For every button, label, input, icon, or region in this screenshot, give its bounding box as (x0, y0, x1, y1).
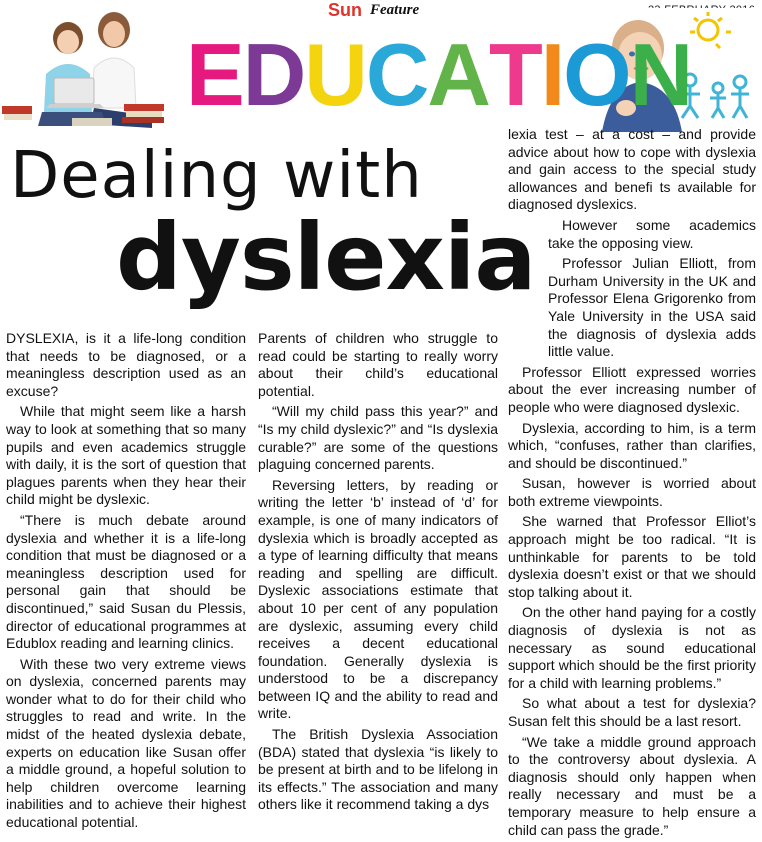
article-column-2 (258, 330, 498, 817)
title-letter: T (488, 25, 541, 124)
paragraph: However some academics take the opposing view. (548, 216, 756, 251)
paragraph: The British Dyslexia Association (BDA) stated that dyslexia “is likely to be present at birth and to be lifelong in its effects.” The association and many others like it recommend taking a dys (258, 726, 498, 813)
paragraph: On the other hand paying for a costly diagnosis of dyslexia is not as necessary as sound educational support which should be the first priority for a child with learning problems.” (508, 604, 756, 691)
students-photo (2, 8, 180, 132)
paragraph: Parents of children who struggle to read could be starting to really worry about their child’s educational potential. (258, 330, 498, 399)
paragraph: “There is much debate around dyslexia and whether it is a life-long condition that must be diagnosed or a meaningless description used for personal gain that should be discontinued,” said Susan du Plessis, director of educational programmes at Edublox reading and learning clinics. (6, 511, 246, 652)
title-letter: N (629, 25, 692, 124)
title-letter: I (540, 25, 564, 124)
title-letter: C (365, 25, 428, 124)
paragraph: lexia test – at a cost – and provide advice about how to cope with dyslexia and gain access to the special study allowances and benefi ts available for diagnosed dyslexics. (508, 126, 756, 213)
paragraph: So what about a test for dyslexia? Susan felt this should be a last resort. (508, 695, 756, 729)
paragraph: “We take a middle ground approach to the controversy about dyslexia. A diagnosis should only happen when really necessary and must be a temporary measure to help ensure a child can pass the grade.” (508, 733, 756, 838)
title-letter: O (563, 25, 630, 124)
headline-line-1: Dealing with (10, 139, 423, 213)
title-letter: D (242, 25, 305, 124)
article-column-3 (508, 126, 756, 842)
title-letter: E (186, 25, 243, 124)
section-title-education (186, 25, 692, 124)
paragraph: While that might seem like a harsh way to look at something that so many pupils and even academics struggle with daily, it is the sort of question that plagues parents when they hear their child might be dyslexic. (6, 403, 246, 508)
paragraph: With these two very extreme views on dyslexia, concerned parents may wonder what to do for their child who struggles to read and write. In the midst of the heated dyslexia debate, experts on education like Susan offer a middle ground, a hopeful solution to help children overcome learning inabilities and to achieve their highest educational potential. (6, 655, 246, 831)
title-letter: A (427, 25, 489, 124)
section-label: Feature (370, 2, 420, 18)
paragraph: Professor Julian Elliott, from Durham University in the UK and Professor Elena Grigorenko from Yale University in the USA said the diagnosis of dyslexia adds little value. (548, 255, 756, 360)
paragraph: Dyslexia, according to him, is a term which, “confuses, rather than clarifies, and should be discontinued.” (508, 419, 756, 471)
newspaper-brand: Sun (328, 0, 362, 20)
paragraph: DYSLEXIA, is it a life-long condition that needs to be diagnosed, or a meaningless description used as an excuse? (6, 330, 246, 399)
paragraph: Reversing letters, by reading or writing the letter ‘b’ instead of ‘d’ for example, is one of many indicators of dyslexia which is broadly accepted as a type of learning difficulty that means reading and spelling are difficult. Dyslexic associations estimate that about 10 per cent of any population are dyslexic, assuming every child receives a decent educational foundation. Generally dyslexia is understood to be a discrepancy between IQ and the ability to read and write. (258, 476, 498, 722)
paragraph: Susan, however is worried about both extreme viewpoints. (508, 475, 756, 509)
paragraph: She warned that Professor Elliot’s approach might be too radical. “It is unthinkable for parents to be told dyslexia doesn’t exist or that we should stop talking about it. (508, 513, 756, 600)
title-letter: U (304, 25, 366, 124)
article-column-1 (6, 330, 246, 835)
paragraph: Professor Elliott expressed worries about the ever increasing number of people who were diagnosed dyslexic. (508, 363, 756, 415)
narrow-text-block (548, 217, 756, 361)
paragraph: “Will my child pass this year?” and “Is my child dyslexic?” and “Is dyslexia curable?” are some of the questions plaguing concerned parents. (258, 403, 498, 473)
headline-line-2: dyslexia (116, 204, 536, 311)
